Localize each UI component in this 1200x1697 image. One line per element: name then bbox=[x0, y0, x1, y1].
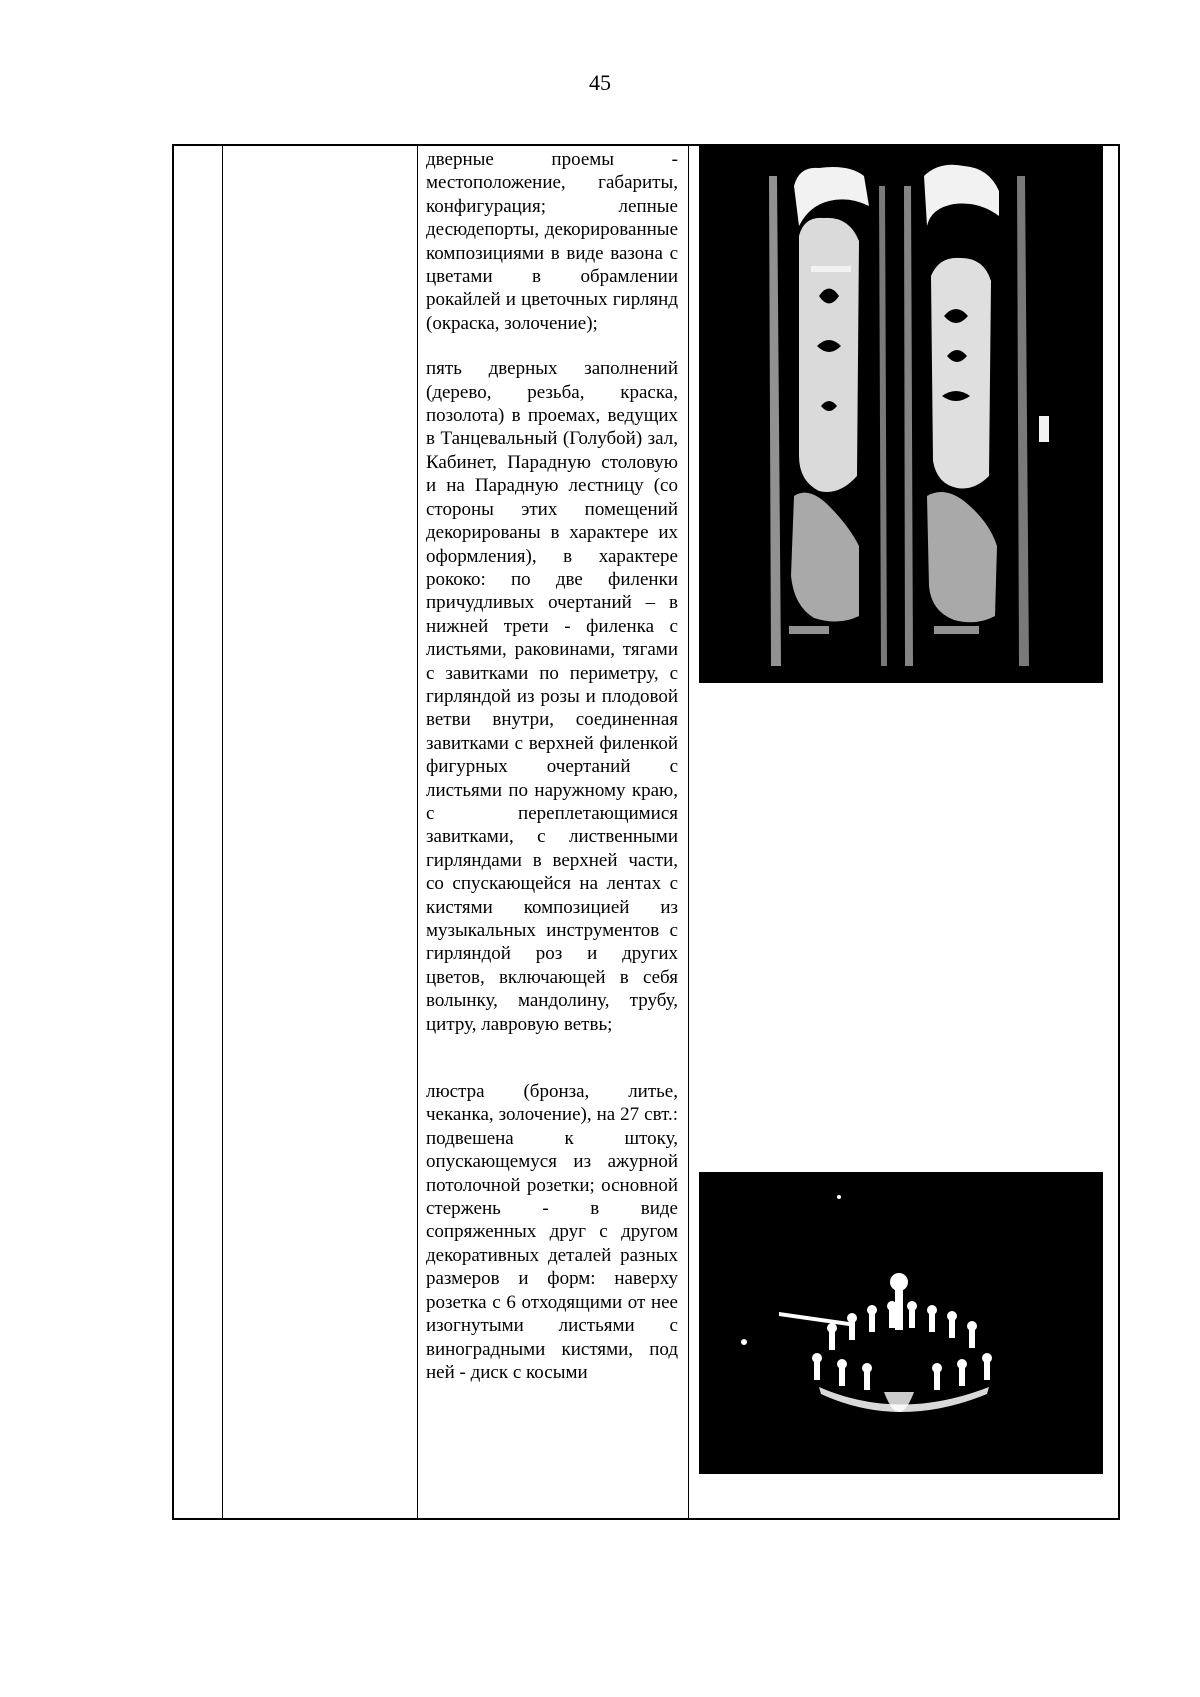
column-divider bbox=[688, 146, 689, 1518]
description-table bbox=[172, 144, 1120, 1520]
page-number: 45 bbox=[589, 70, 611, 95]
door-panels-photo bbox=[699, 146, 1103, 683]
entry-door-openings: дверные проемы - местоположение, габариты, конфигурация; лепные десюдепорты, декорированные композициями в виде вазона с цветами в обрамлении рокайлей и цветочных гирлянд (окраска, золочение); bbox=[426, 149, 678, 334]
description-column bbox=[426, 148, 678, 1384]
column-divider bbox=[222, 146, 223, 1518]
column-divider bbox=[417, 146, 418, 1518]
entry-chandelier: люстра (бронза, литье, чеканка, золочение), на 27 свт.: подвешена к штоку, опускающемуся из ажурной потолочной розетки; основной стержень - в виде сопряженных друг с другом декоративных деталей разных размеров и форм: наверху розетка с 6 отходящими от нее изогнутыми листьями с виноградными кистями, под ней - диск с косыми bbox=[426, 1081, 678, 1383]
chandelier-photo bbox=[699, 1172, 1103, 1474]
entry-door-fillings: пять дверных заполнений (дерево, резьба, краска, позолота) в проемах, ведущих в Танцевальный (Голубой) зал, Кабинет, Парадную столовую и на Парадную лестницу (со стороны этих помещений декорированы в характере их оформления), в характере рококо: по две филенки причудливых очертаний – в нижней трети - филенка с листьями, раковинами, тягами с завитками по периметру, с гирляндой из розы и плодовой ветви внутри, соединенная завитками с верхней филенкой фигурных очертаний с листьями по наружному краю, с переплетающимися завитками, с лиственными гирляндами в верхней части, со спускающейся на лентах с кистями композицией из музыкальных инструментов с гирляндой роз и других цветов, включающей в себя волынку, мандолину, трубу, цитру, лавровую ветвь; bbox=[426, 358, 678, 1035]
